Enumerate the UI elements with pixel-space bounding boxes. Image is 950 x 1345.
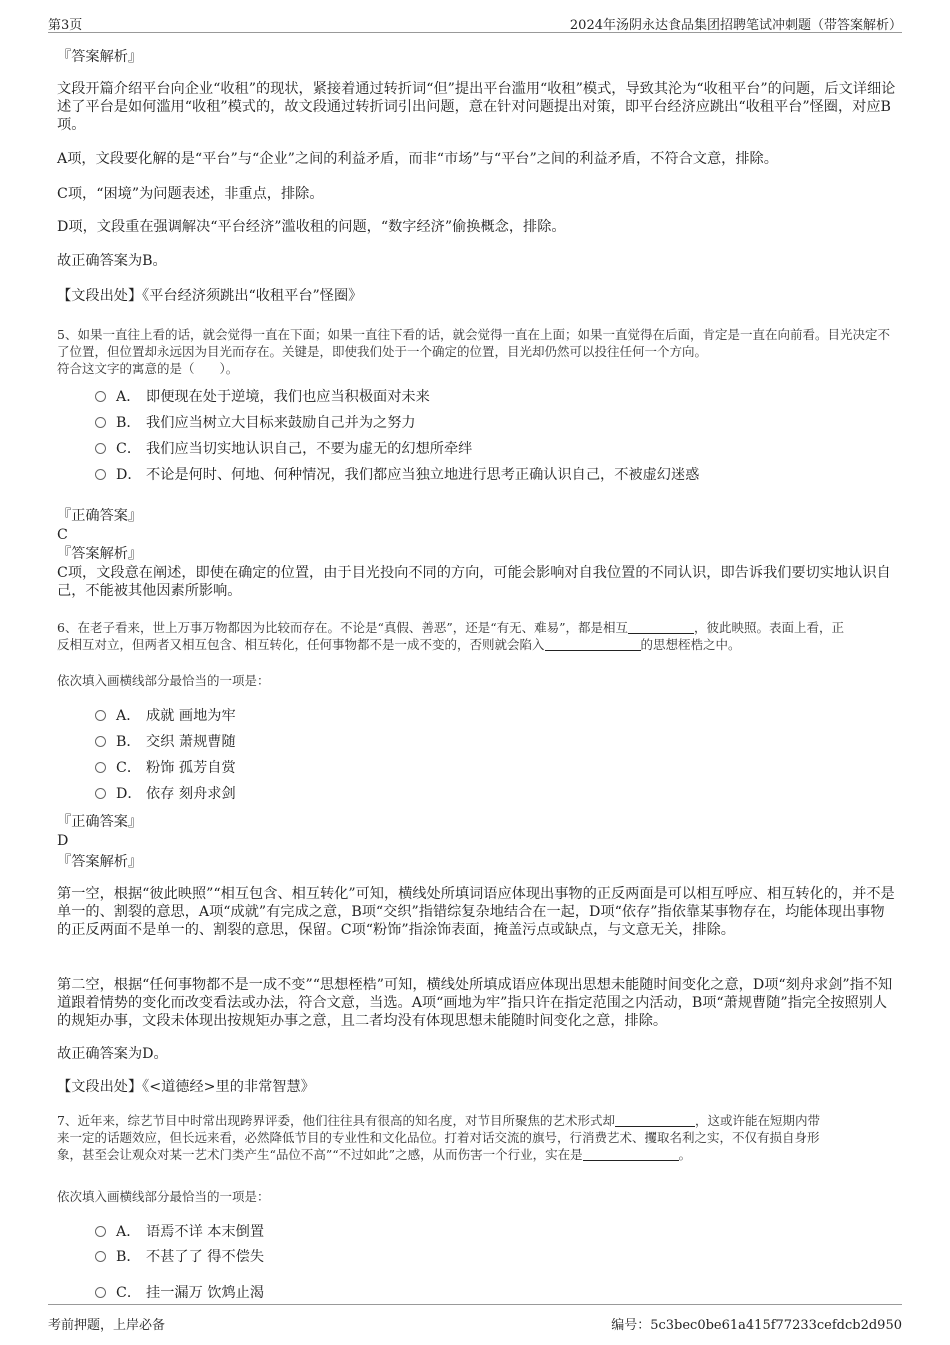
fill-blank	[628, 621, 694, 634]
q5-option-a[interactable]: A． 即便现在处于逆境，我们也应当积极面对未来	[95, 388, 430, 406]
q5-question: 符合这文字的寓意的是（ ）。	[57, 361, 239, 376]
q5-option-b[interactable]: B． 我们应当树立大目标来鼓励自己并为之努力	[95, 414, 416, 432]
q6-option-d[interactable]: D． 依存 刻舟求剑	[95, 785, 236, 803]
fill-blank	[615, 1114, 695, 1127]
radio-icon[interactable]	[95, 1226, 106, 1237]
radio-icon[interactable]	[95, 710, 106, 721]
q4-conclusion: 故正确答案为B。	[57, 253, 167, 269]
fill-blank	[545, 638, 641, 651]
q4-option-d-analysis: D项，文段重在强调解决“平台经济”滥收租的问题，“数字经济”偷换概念，排除。	[57, 219, 566, 235]
q5-option-d[interactable]: D． 不论是何时、何地、何种情况，我们都应当独立地进行思考正确认识自己，不被虚幻迷惑	[95, 466, 699, 484]
q7-option-c[interactable]: C． 挂一漏万 饮鸩止渴	[95, 1284, 264, 1302]
q6-option-b[interactable]: B． 交织 萧规曹随	[95, 733, 236, 751]
radio-icon[interactable]	[95, 1287, 106, 1298]
q6-source: 【文段出处】《<道德经>里的非常智慧》	[57, 1079, 315, 1095]
q6-answer-label: 『正确答案』	[57, 814, 143, 830]
q5-answer-label: 『正确答案』	[57, 508, 143, 524]
radio-icon[interactable]	[95, 736, 106, 747]
q7-stem: 7、近年来，综艺节目中时常出现跨界评委，他们往往具有很高的知名度，对节目所聚焦的艺术形式却 ，这或许能在短期内带 来一定的话题效应，但长远来看，必然降低节目的专业性和文化品位。打着对话交流的旗号，行消费艺术、攫取名利之实，不仅有损自身形 象，甚至会让观众对某一艺术门类产生“品位不高”“不过如此”之感，从而伤害一个行业，实在是 。	[57, 1113, 820, 1162]
q6-option-a[interactable]: A． 成就 画地为牢	[95, 707, 236, 725]
q4-option-c-analysis: C项，“困境”为问题表述，非重点，排除。	[57, 186, 324, 202]
q5-analysis-label: 『答案解析』	[57, 546, 143, 562]
q6-analysis-second-blank: 第二空，根据“任何事物都不是一成不变”“思想桎梏”可知，横线处所填成语应体现出思想未能随时间变化之意，D项“刻舟求剑”指不知道跟着情势的变化而改变看法或办法，符合文意，当选。A项“画地为牢”指只许在指定范围之内活动，B项“萧规曹随”指完全按照别人的规矩办事，文段未体现出按规矩办事之意，且二者均没有体现思想未能随时间变化之意，排除。	[57, 977, 893, 1029]
radio-icon[interactable]	[95, 469, 106, 480]
page-number: 第3页	[48, 18, 83, 33]
radio-icon[interactable]	[95, 1251, 106, 1262]
radio-icon[interactable]	[95, 417, 106, 428]
radio-icon[interactable]	[95, 443, 106, 454]
q4-analysis-paragraph: 文段开篇介绍平台向企业“收租”的现状，紧接着通过转折词“但”提出平台滥用“收租”模式，导致其沦为“收租平台”的问题，后文详细论述了平台是如何滥用“收租”模式的，故文段通过转折词引出问题，意在针对问题提出对策，即平台经济应跳出“收租平台”怪圈，对应B项。	[57, 81, 896, 133]
q7-option-a[interactable]: A． 语焉不详 本末倒置	[95, 1223, 264, 1241]
q5-analysis: C项，文段意在阐述，即使在确定的位置，由于目光投向不同的方向，可能会影响对自我位置的不同认识，即告诉我们要切实地认识自己，不能被其他因素所影响。	[57, 565, 891, 599]
q6-analysis-first-blank: 第一空，根据“彼此映照”“相互包含、相互转化”可知，横线处所填词语应体现出事物的正反两面是可以相互呼应、相互转化的，并不是单一的、割裂的意思，A项“成就”有完成之意，B项“交织”指错综复杂地结合在一起，D项“依存”指依靠某事物存在，均能体现出事物的正反两面不是单一的、割裂的意思，保留。C项“粉饰”指涂饰表面，掩盖污点或缺点，与文意无关，排除。	[57, 886, 895, 938]
q6-stem: 6、在老子看来，世上万事万物都因为比较而存在。不论是“真假、善恶”，还是“有无、难易”，都是相互 ，彼此映照。表面上看，正 反相互对立，但两者又相互包含、相互转化，任何事物都不是一成不变的，否则就会陷入 的思想桎梏之中。	[57, 620, 845, 652]
q6-analysis-label: 『答案解析』	[57, 854, 143, 870]
footer-slogan: 考前押题，上岸必备	[48, 1318, 166, 1333]
q5-stem: 5、如果一直往上看的话，就会觉得一直在下面；如果一直往下看的话，就会觉得一直在上面；如果一直觉得在后面，肯定是一直在向前看。目光决定不了位置，但位置却永远因为目光而存在。关键是，即使我们处于一个确定的位置，目光却仍然可以投往任何一个方向。	[57, 327, 890, 359]
q5-answer: C	[57, 527, 68, 543]
q7-question: 依次填入画横线部分最恰当的一项是：	[57, 1189, 270, 1204]
q4-source: 【文段出处】《平台经济须跳出“收租平台”怪圈》	[57, 288, 363, 304]
q6-conclusion: 故正确答案为D。	[57, 1046, 168, 1062]
q7-option-b[interactable]: B． 不甚了了 得不偿失	[95, 1248, 264, 1266]
radio-icon[interactable]	[95, 762, 106, 773]
document-code: 编号：5c3bec0be61a415f77233cefdcb2d950	[611, 1318, 902, 1333]
q6-option-c[interactable]: C． 粉饰 孤芳自赏	[95, 759, 236, 777]
fill-blank	[583, 1148, 679, 1161]
q6-answer: D	[57, 833, 69, 849]
q5-option-c[interactable]: C． 我们应当切实地认识自己，不要为虚无的幻想所牵绊	[95, 440, 472, 458]
page-footer	[48, 1304, 902, 1335]
radio-icon[interactable]	[95, 391, 106, 402]
q6-question: 依次填入画横线部分最恰当的一项是：	[57, 673, 270, 688]
q4-analysis-label: 『答案解析』	[57, 49, 143, 65]
document-title: 2024年汤阴永达食品集团招聘笔试冲刺题（带答案解析）	[569, 18, 902, 33]
radio-icon[interactable]	[95, 788, 106, 799]
q4-option-a-analysis: A项，文段要化解的是“平台”与“企业”之间的利益矛盾，而非“市场”与“平台”之间的利益矛盾，不符合文意，排除。	[57, 151, 778, 167]
